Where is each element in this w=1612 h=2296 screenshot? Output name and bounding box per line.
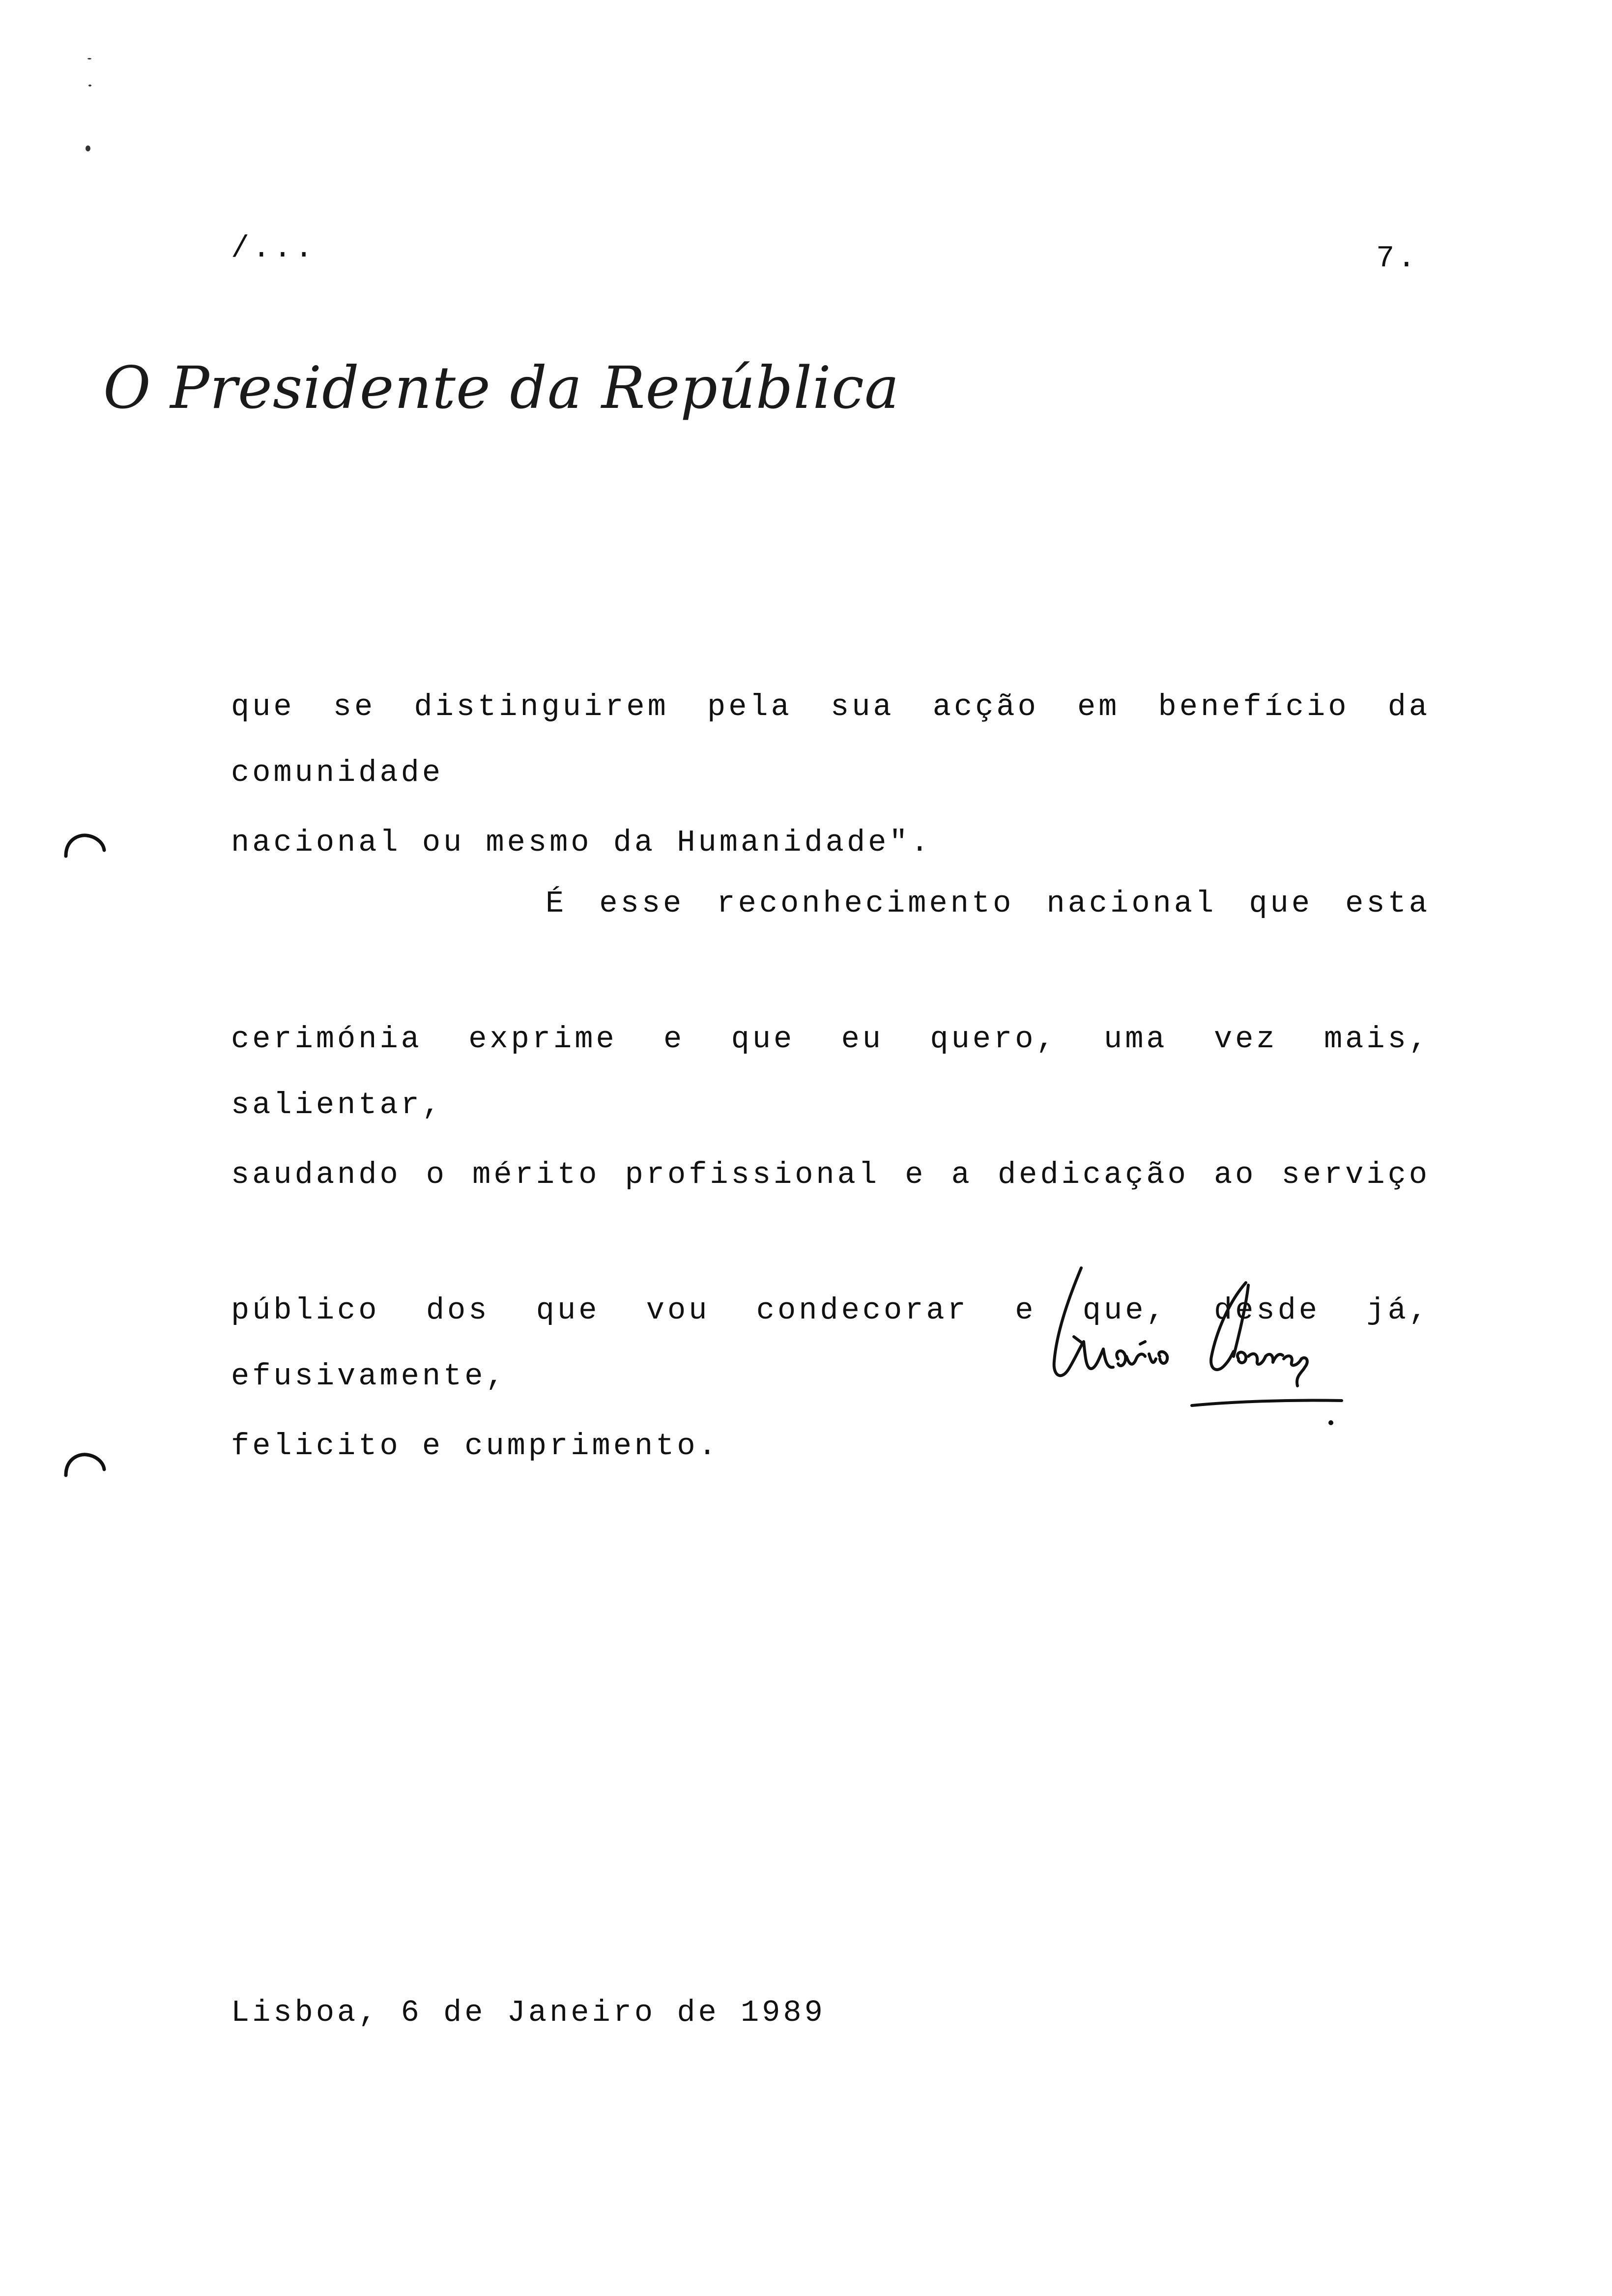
scan-speck	[87, 58, 91, 59]
letterhead-title: O Presidente da República	[103, 354, 900, 422]
paragraph-line: saudando o mérito profissional e a dedicação ao serviço	[231, 1157, 1430, 1192]
continuation-mark: /...	[231, 231, 316, 266]
paragraph-line: É esse reconhecimento nacional que esta	[546, 886, 1430, 921]
paragraph-line: que se distinguirem pela sua acção em benefício da comunidade	[231, 689, 1430, 790]
signature	[1022, 1258, 1366, 1445]
punch-hole-mark	[63, 831, 107, 860]
paragraph-line: público dos que vou condecorar e que, desde já, efusivamente,	[231, 1293, 1430, 1394]
paragraph-line: felicito e cumprimento.	[231, 1429, 720, 1464]
scan-speck	[88, 85, 91, 86]
paragraph-line: nacional ou mesmo da Humanidade".	[231, 825, 932, 860]
paragraph-line: cerimónia exprime e que eu quero, uma vez mais, salientar,	[231, 1022, 1430, 1122]
punch-hole-mark	[63, 1450, 107, 1479]
scan-speck	[86, 145, 90, 151]
date-line: Lisboa, 6 de Janeiro de 1989	[231, 1995, 826, 2030]
page-number: 7.	[1376, 241, 1419, 276]
